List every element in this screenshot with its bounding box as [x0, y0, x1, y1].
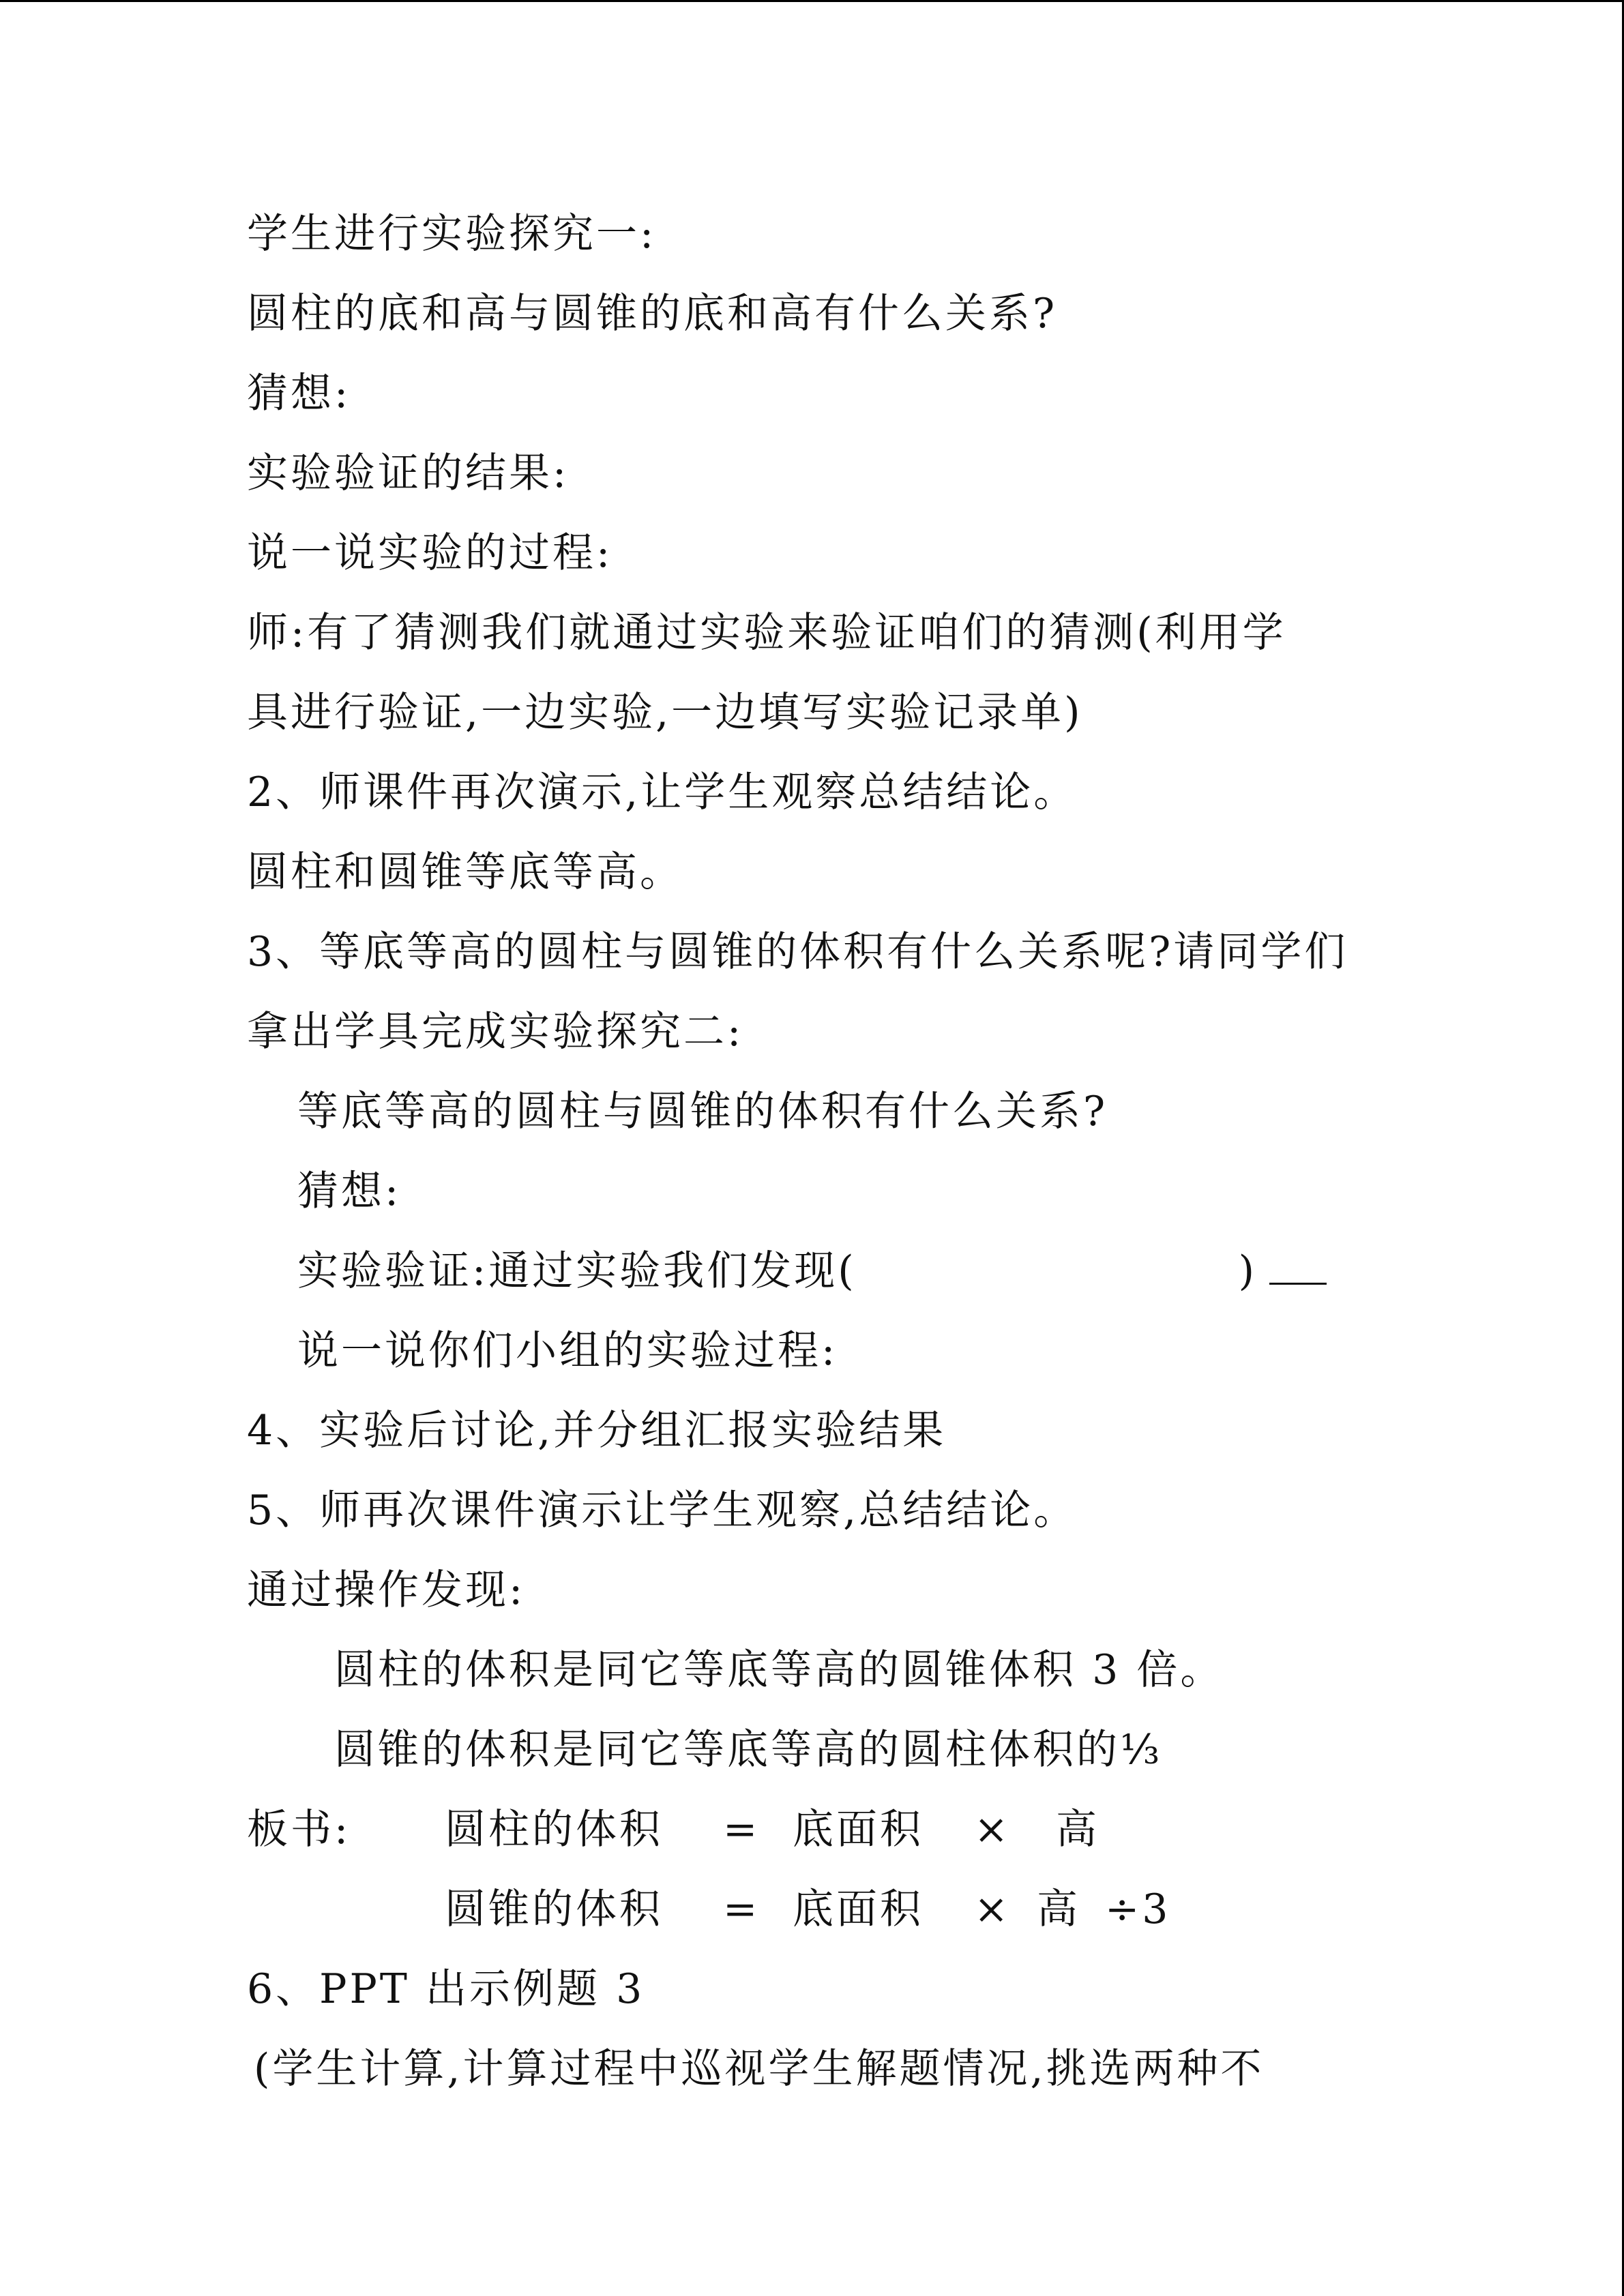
finding-text: 实验验证:通过实验我们发现(	[297, 1247, 857, 1295]
text-line: 3、等底等高的圆柱与圆锥的体积有什么关系呢?请同学们	[247, 928, 1348, 976]
board-row1-height: 高	[1056, 1806, 1099, 1853]
text-line: 师:有了猜测我们就通过实验来验证咱们的猜测(利用学	[247, 609, 1286, 657]
text-line: 圆柱和圆锥等底等高。	[247, 848, 683, 896]
finding-underline	[1269, 1244, 1327, 1285]
board-row2-extra: ÷3	[1105, 1885, 1171, 1933]
text-line: 说一说你们小组的实验过程:	[297, 1327, 838, 1375]
text-line: 圆柱的底和高与圆锥的底和高有什么关系?	[247, 290, 1058, 338]
text-line: 圆柱的体积是同它等底等高的圆锥体积 3 倍。	[334, 1646, 1224, 1694]
board-row1-times: ×	[974, 1806, 1012, 1853]
finding-close: )	[1238, 1247, 1258, 1295]
text-line: 圆锥的体积是同它等底等高的圆柱体积的⅓	[334, 1726, 1163, 1774]
board-row2-name: 圆锥的体积	[445, 1885, 663, 1933]
board-row2-height: 高	[1037, 1885, 1080, 1933]
text-line: 6、PPT 出示例题 3	[247, 1965, 645, 2013]
text-line: 5、师再次课件演示让学生观察,总结结论。	[247, 1487, 1078, 1534]
text-line: 猜想:	[247, 370, 351, 417]
text-line: 4、实验后讨论,并分组汇报实验结果	[247, 1407, 947, 1455]
board-label: 板书:	[247, 1806, 351, 1853]
text-line: 实验验证的结果:	[247, 449, 570, 497]
board-row2-times: ×	[974, 1885, 1012, 1933]
text-line: 通过操作发现:	[247, 1566, 526, 1614]
text-line: (学生计算,计算过程中巡视学生解题情况,挑选两种不	[254, 2045, 1265, 2093]
board-row2-base: 底面积	[793, 1885, 924, 1933]
board-row2-eq: =	[723, 1885, 761, 1933]
text-line: 具进行验证,一边实验,一边填写实验记录单)	[247, 689, 1083, 736]
text-line: 拿出学具完成实验探究二:	[247, 1008, 744, 1056]
experiment-finding-line	[297, 1244, 1327, 1298]
text-line: 等底等高的圆柱与圆锥的体积有什么关系?	[297, 1088, 1108, 1135]
text-line: 说一说实验的过程:	[247, 529, 613, 577]
board-row1-base: 底面积	[793, 1806, 924, 1853]
text-line: 2、师课件再次演示,让学生观察总结结论。	[247, 769, 1078, 816]
board-row1-eq: =	[723, 1806, 761, 1853]
page-border-top	[0, 0, 1624, 2]
text-line: 猜想:	[297, 1167, 402, 1215]
board-row1-name: 圆柱的体积	[445, 1806, 663, 1853]
text-line: 学生进行实验探究一:	[247, 210, 657, 258]
